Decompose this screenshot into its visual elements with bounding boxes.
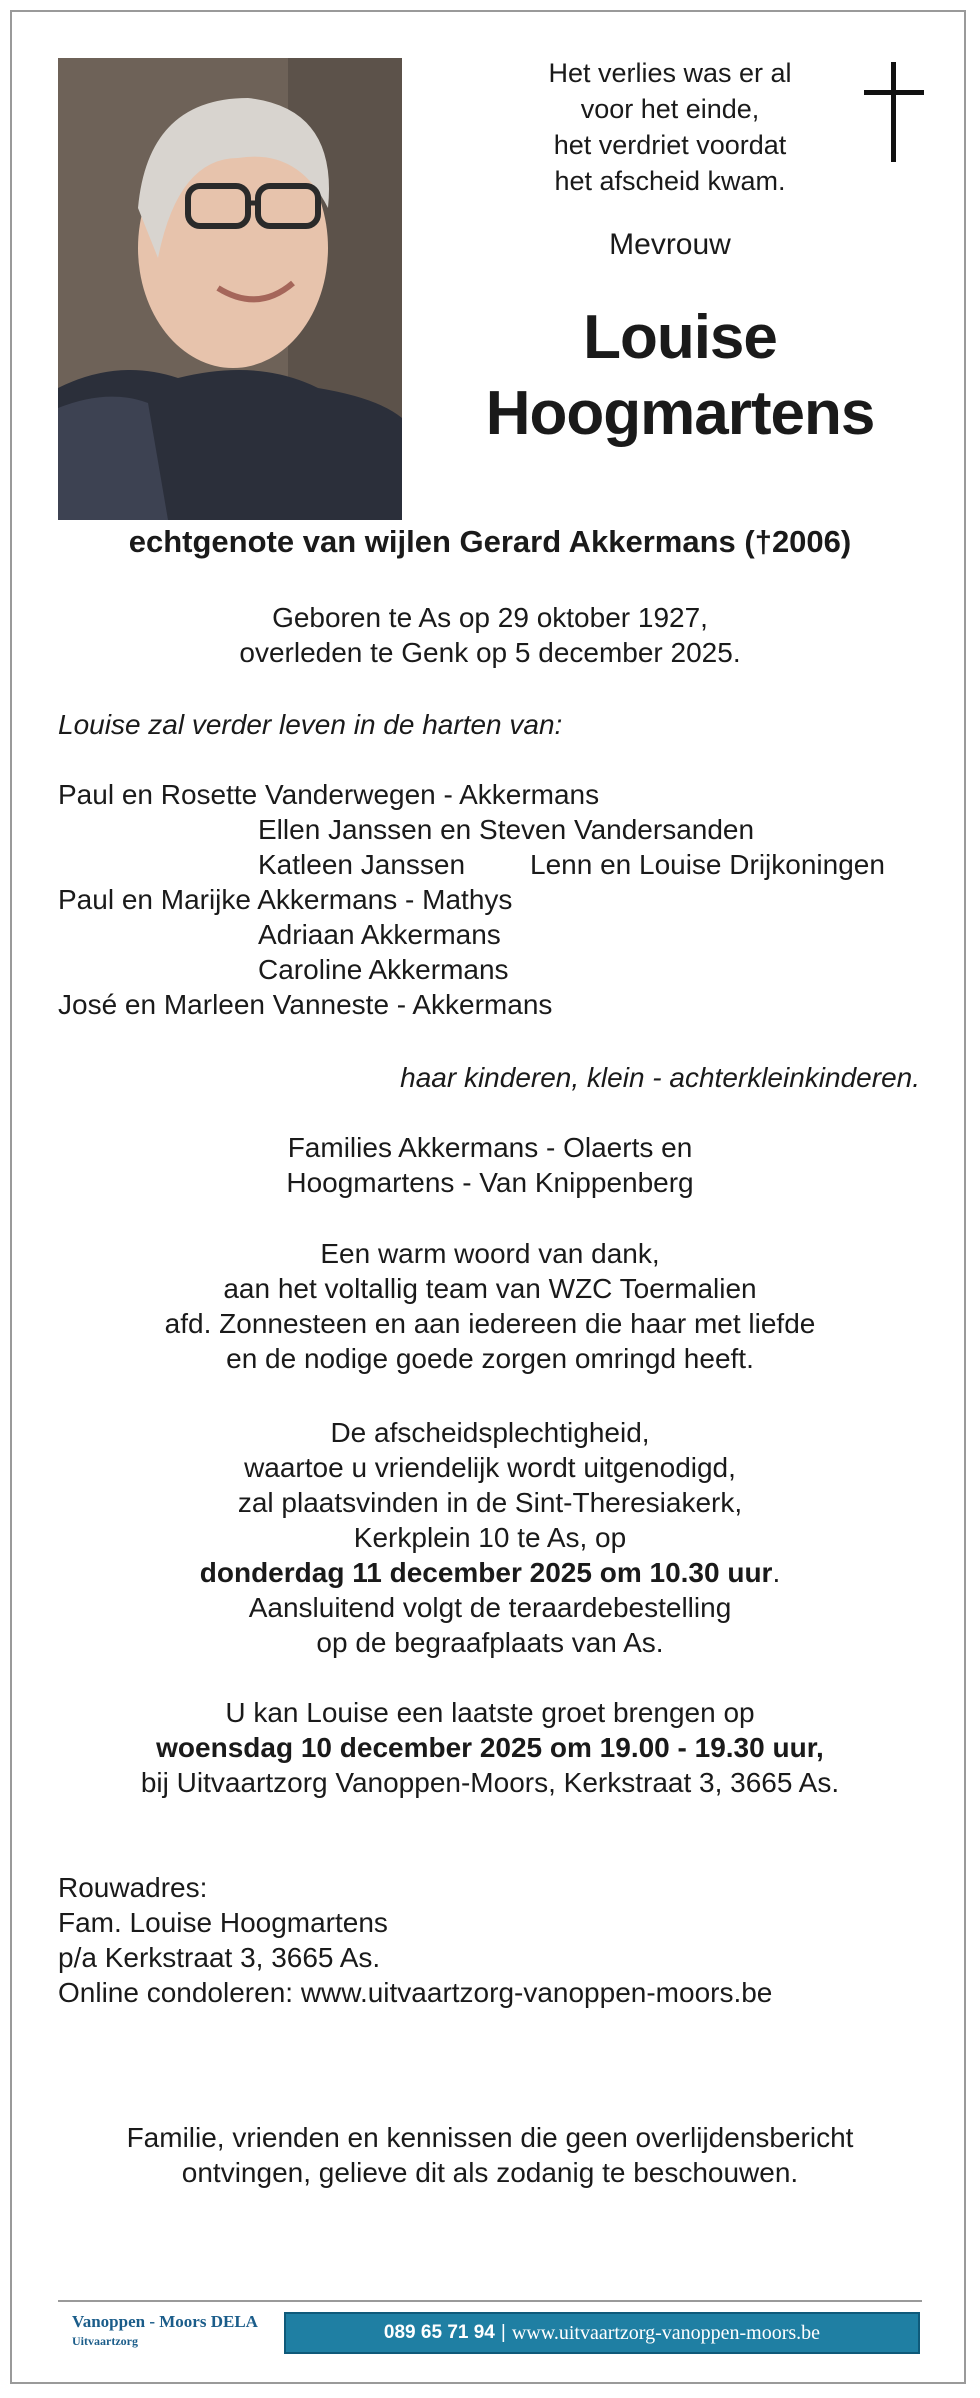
address-line: p/a Kerkstraat 3, 3665 As. [58,1942,381,1973]
footer-separator: | [500,2322,506,2343]
thanks-line: afd. Zonnesteen en aan iedereen die haar met liefde [164,1308,816,1339]
family-line: Ellen Janssen en Steven Vandersanden [258,814,755,845]
visit-block [40,1695,940,1800]
ceremony-line: Kerkplein 10 te As, op [353,1522,627,1553]
visit-line: bij Uitvaartzorg Vanoppen-Moors, Kerkstraat 3, 3665 As. [140,1767,840,1798]
family-line: Adriaan Akkermans [258,919,501,950]
poem-line: het verdriet voordat [553,130,787,160]
visit-line: U kan Louise een laatste groet brengen op [225,1697,755,1728]
ceremony-line: waartoe u vriendelijk wordt uitgenodigd, [244,1452,736,1483]
address-line: Fam. Louise Hoogmartens [58,1907,388,1938]
families-block [40,1130,940,1200]
logo-sub-text: Uitvaartzorg [72,2334,138,2348]
notice-block [40,2120,940,2190]
phone-number[interactable]: 089 65 71 94 [383,2322,495,2343]
ceremony-line: op de begraafplaats van As. [316,1627,664,1658]
logo-main-text: Vanoppen - Moors DELA [72,2312,258,2331]
ceremony-block [40,1415,940,1660]
thanks-block [40,1236,940,1376]
thanks-line: aan het voltallig team van WZC Toermalien [223,1273,757,1304]
ceremony-line: zal plaatsvinden in de Sint-Theresiakerk, [237,1487,743,1518]
ceremony-date-bold: donderdag 11 december 2025 om 10.30 uur [199,1557,773,1588]
visit-date: woensdag 10 december 2025 om 19.00 - 19.30 uur, [156,1732,824,1763]
footer [58,2300,922,2354]
notice-line: Familie, vrienden en kennissen die geen overlijdensbericht [126,2122,854,2153]
thanks-line: Een warm woord van dank, [320,1238,660,1269]
families-line: Families Akkermans - Olaerts en [287,1132,693,1163]
address-block [58,1870,958,2010]
salutation: Mevrouw [609,228,731,261]
family-line: Paul en Rosette Vanderwegen - Akkermans [58,779,600,810]
online-condolence-line: Online condoleren: www.uitvaartzorg-vanoppen-moors.be [58,1977,773,2008]
ceremony-date-suffix: . [772,1557,781,1588]
ceremony-line: Aansluitend volgt de teraardebestelling [248,1592,732,1623]
funeral-home-logo [72,2312,302,2354]
thanks-line: en de nodige goede zorgen omringd heeft. [226,1343,754,1374]
family-line: José en Marleen Vanneste - Akkermans [58,989,553,1020]
family-intro: Louise zal verder leven in de harten van: [58,709,563,740]
poem-line: voor het einde, [580,94,760,124]
ceremony-date [40,1555,940,1590]
date-line: overleden te Genk op 5 december 2025. [239,637,741,668]
date-line: Geboren te As op 29 oktober 1927, [272,602,708,633]
family-line: Katleen Janssen [258,849,466,880]
family-closing: haar kinderen, klein - achterkleinkinderen. [400,1062,920,1093]
spouse-line: echtgenote van wijlen Gerard Akkermans (†2006) [128,524,852,559]
poem-line: het afscheid kwam. [554,166,786,196]
address-line: Rouwadres: [58,1872,208,1903]
families-line: Hoogmartens - Van Knippenberg [286,1167,694,1198]
footer-contact-bar [284,2312,920,2354]
family-line: Paul en Marijke Akkermans - Mathys [58,884,513,915]
portrait-photo [58,58,402,520]
website-link[interactable]: www.uitvaartzorg-vanoppen-moors.be [511,2321,821,2344]
ceremony-line: De afscheidsplechtigheid, [330,1417,650,1448]
deceased-name [440,300,920,452]
poem-line: Het verlies was er al [548,58,792,88]
last-name: Hoogmartens [485,379,875,448]
birth-death-dates [40,600,940,670]
notice-line: ontvingen, gelieve dit als zodanig te beschouwen. [181,2157,799,2188]
family-line: Caroline Akkermans [258,954,509,985]
family-line: Lenn en Louise Drijkoningen [530,849,885,880]
poem [440,55,900,199]
first-name: Louise [583,303,777,372]
